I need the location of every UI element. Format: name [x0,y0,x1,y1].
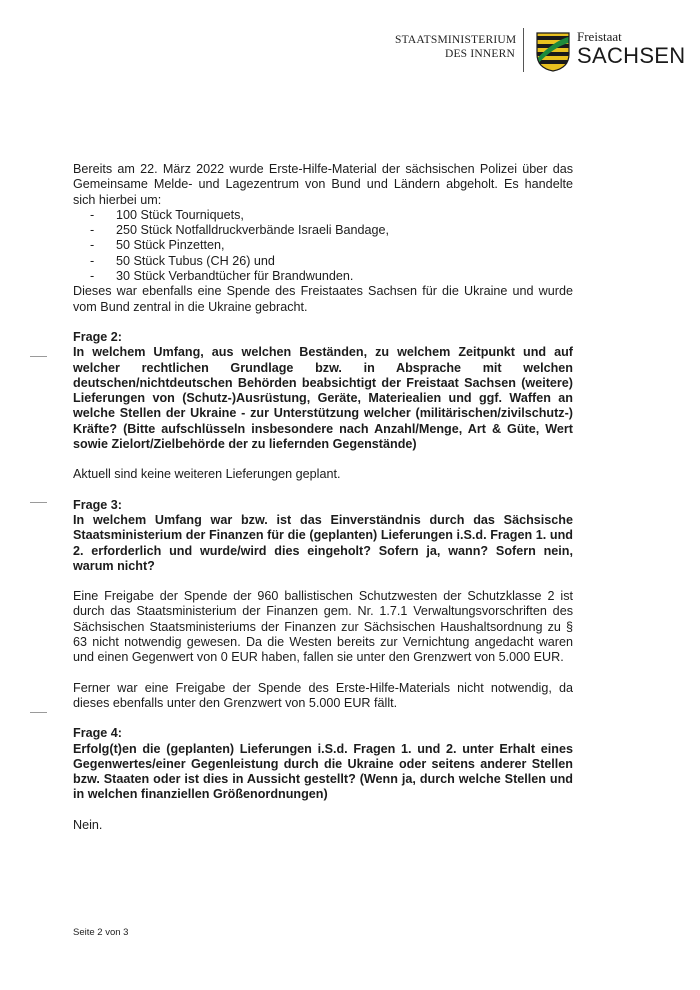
list-item: - 250 Stück Notfalldruckverbände Israeli Bandage, [73,223,573,238]
answer-4-text: Nein. [73,817,103,832]
margin-mark [30,502,47,503]
margin-mark [30,712,47,713]
list-item: - 100 Stück Tourniquets, [73,208,573,223]
state-name [577,30,685,68]
question-3-text: In welchem Umfang war bzw. ist das Einverständnis durch das Sächsische Staatsministerium der Finanzen für die (geplanten) Lieferungen i.S.d. Fragen 1. und 2. erforderlich und wurde/wird dies eingeholt? Sofern ja, wann? Sofern nein, warum nicht? [73,512,573,573]
list-item: - 50 Stück Tubus (CH 26) und [73,254,573,269]
question-4-label: Frage 4: [73,726,122,741]
header-divider [523,28,524,72]
answer-3-text-2: Ferner war eine Freigabe der Spende des Erste-Hilfe-Materials nicht notwendig, da dieses ebenfalls unter den Grenzwert von 5.000 EUR fällt. [73,680,573,710]
question-3-label: Frage 3: [73,497,122,512]
question-2-text: In welchem Umfang, aus welchen Beständen, zu welchem Zeitpunkt und auf welcher rechtlichen Grundlage bzw. in Absprache mit welchen deutschen/nichtdeutschen Behörden beabsichtigt der Freistaat Sachsen (weitere) Lieferungen von (Schutz-)Ausrüstung, Geräte, Materiealien und ggf. Waffen an welche Stellen der Ukraine - zur Unterstützung welcher (militärischen/zivilschutz-) Kräfte? (Bitte aufschlüsseln insbesondere nach Anzahl/Menge, Art & Güte, Wert sowie Zielort/Zielbehörde der zu liefernden Gegenstände) [73,345,573,452]
list-item: - 30 Stück Verbandtücher für Brandwunden. [73,269,573,284]
state-name-small: Freistaat [577,29,622,44]
question-4-text: Erfolg(t)en die (geplanten) Lieferungen i.S.d. Fragen 1. und 2. unter Erhalt eines Gegenwertes/einer Gegenleistung durch die Ukraine oder seitens anderer Stellen bzw. Staaten oder ist dies in Aussicht gestellt? (Wenn ja, durch welche Stellen und in welchen finanziellen Größenordnungen) [73,741,573,802]
state-name-big: SACHSEN [577,43,686,68]
ministry-name [395,33,515,61]
list-item: - 50 Stück Pinzetten, [73,238,573,253]
intro-text: Bereits am 22. März 2022 wurde Erste-Hilfe-Material der sächsischen Polizei über das Gemeinsame Melde- und Lagezentrum von Bund und Ländern abgeholt. Es handelte sich hierbei um: [73,162,573,207]
item-list [73,208,573,284]
answer-2-text: Aktuell sind keine weiteren Lieferungen geplant. [73,467,341,482]
document-body [73,162,573,833]
ministry-line-1: STAATSMINISTERIUM [395,34,517,46]
ministry-line-2: DES INNERN [444,48,515,60]
margin-mark [30,356,47,357]
page-number: Seite 2 von 3 [73,927,129,938]
saxony-crest-icon [536,32,570,72]
question-2-label: Frage 2: [73,329,122,344]
intro-closing: Dieses war ebenfalls eine Spende des Freistaates Sachsen für die Ukraine und wurde vom Bund zentral in die Ukraine gebracht. [73,284,573,314]
answer-3-text-1: Eine Freigabe der Spende der 960 ballistischen Schutzwesten der Schutzklasse 2 ist durch das Staatsministerium der Finanzen gem. Nr. 1.7.1 Verwaltungsvorschriften des Sächsischen Staatsministeriums der Finanzen zur Sächsischen Haushaltsordnung zu § 63 nicht notwendig gewesen. Da die Westen bereits zur Vernichtung angedacht waren und einen Gegenwert von 0 EUR haben, fallen sie unter den Grenzwert von 5.000 EUR. [73,589,573,665]
